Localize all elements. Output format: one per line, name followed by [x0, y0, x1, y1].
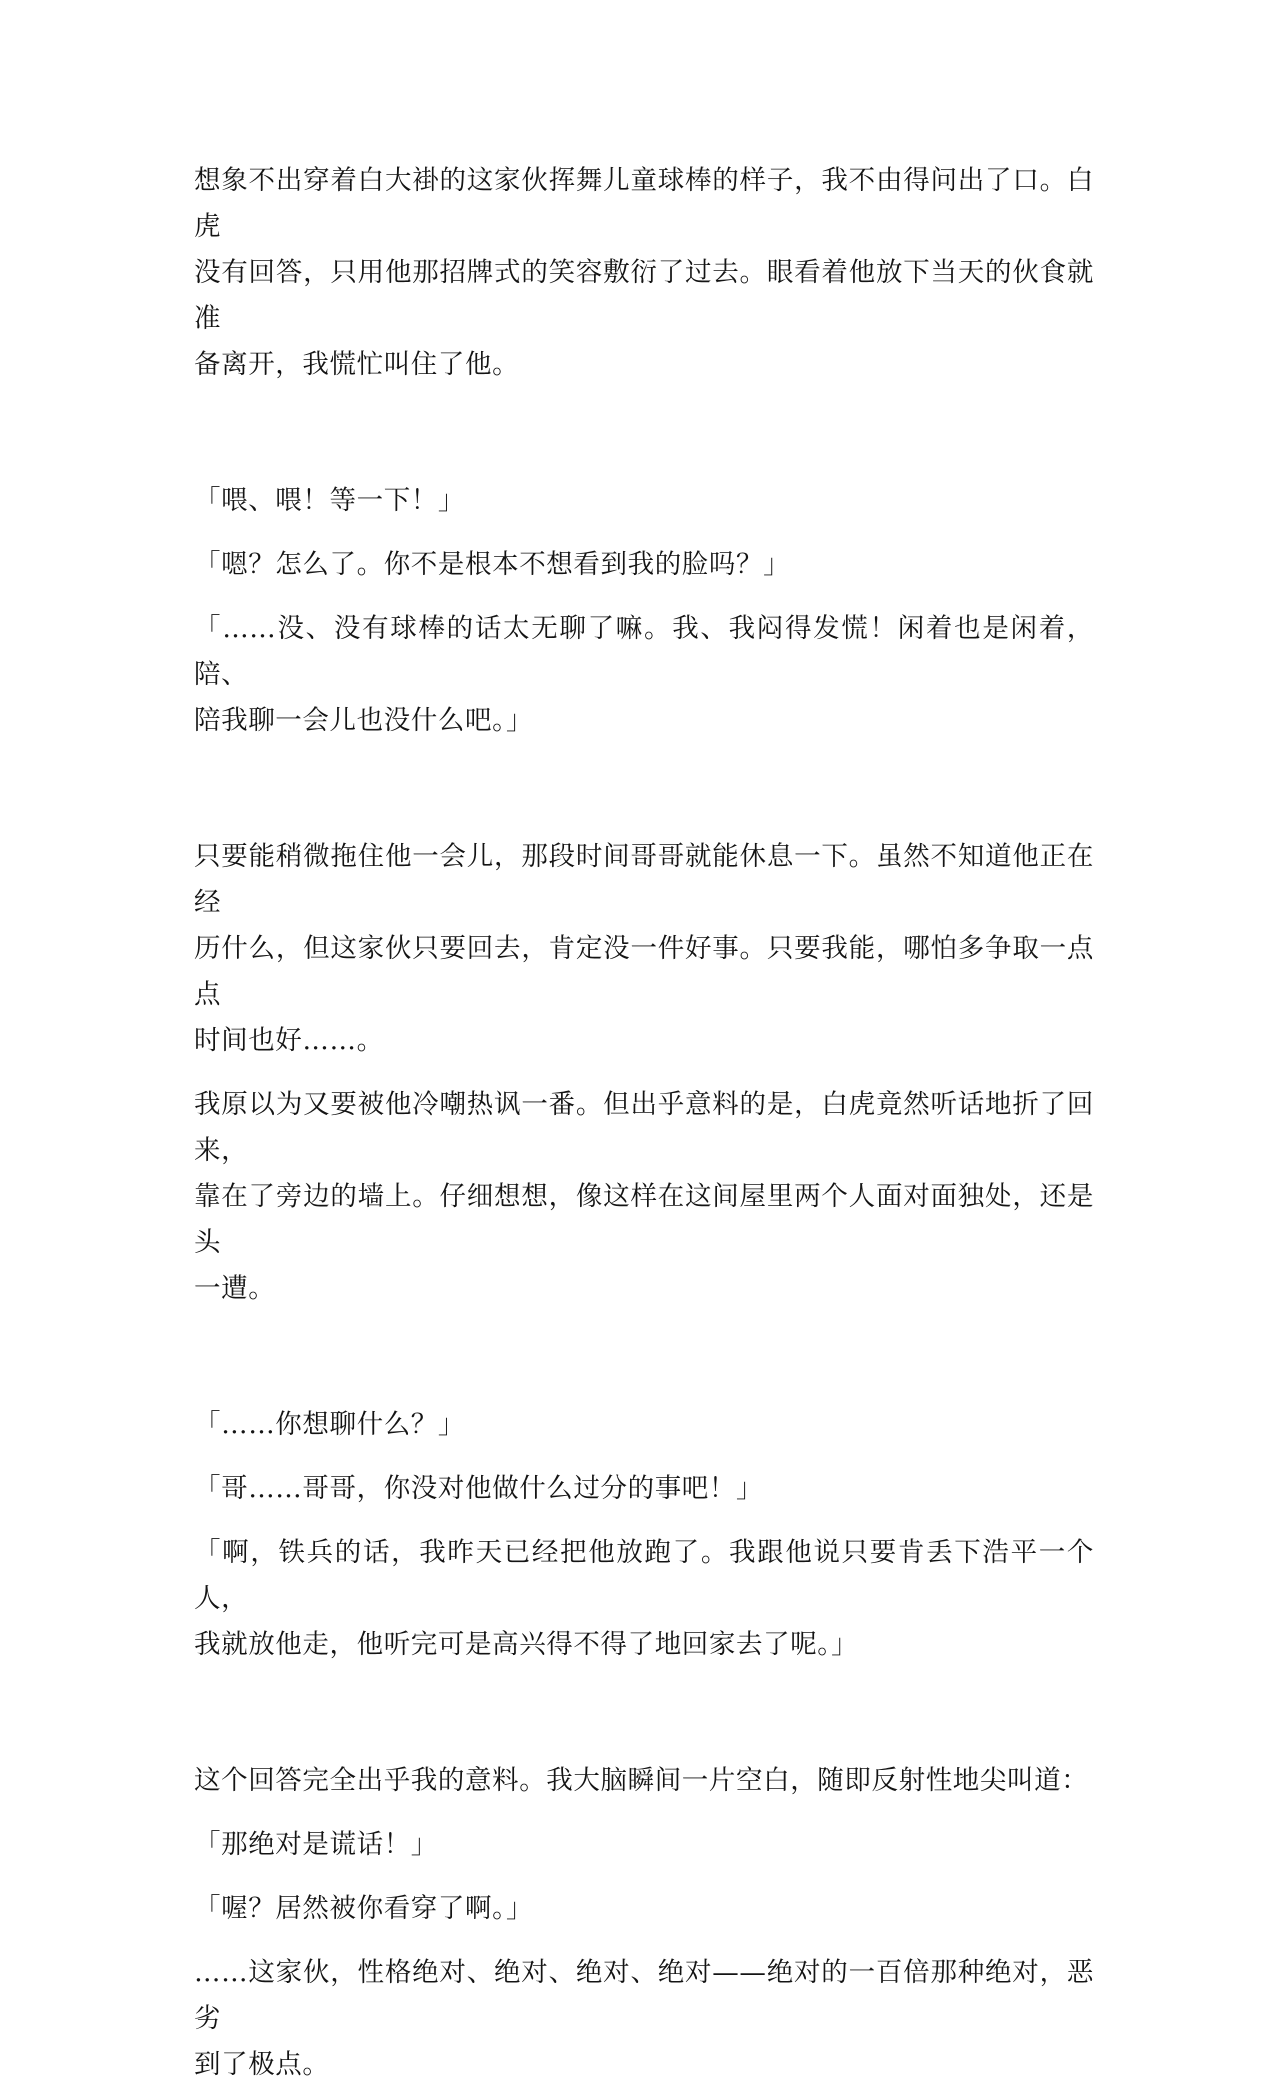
- paragraph-1: 想象不出穿着白大褂的这家伙挥舞儿童球棒的样子，我不由得问出了口。白虎 没有回答，只用他那招牌式的笑容敷衍了过去。眼看着他放下当天的伙食就准 备离开，我慌忙叫住了他。: [194, 165, 1094, 380]
- paragraph-5: ……这家伙，性格绝对、绝对、绝对、绝对——绝对的一百倍那种绝对，恶劣 到了极点。: [194, 1957, 1094, 2080]
- dialogue-line-3: 「……没、没有球棒的话太无聊了嘛。我、我闷得发慌！闲着也是闲着，陪、 陪我聊一会儿也没什么吧。」: [194, 613, 1094, 736]
- dialogue-line-6: 「啊，铁兵的话，我昨天已经把他放跑了。我跟他说只要肯丢下浩平一个人， 我就放他走，他听完可是高兴得不得了地回家去了呢。」: [194, 1537, 1094, 1660]
- dialogue-line-2: 「嗯？怎么了。你不是根本不想看到我的脸吗？」: [194, 549, 791, 580]
- dialogue-line-8: 「喔？居然被你看穿了啊。」: [194, 1893, 534, 1924]
- dialogue-line-5: 「哥……哥哥，你没对他做什么过分的事吧！」: [194, 1473, 764, 1504]
- paragraph-2: 只要能稍微拖住他一会儿，那段时间哥哥就能休息一下。虽然不知道他正在经 历什么，但这家伙只要回去，肯定没一件好事。只要我能，哪怕多争取一点点 时间也好……。: [194, 841, 1094, 1056]
- paragraph-4: 这个回答完全出乎我的意料。我大脑瞬间一片空白，随即反射性地尖叫道：: [194, 1765, 1089, 1796]
- dialogue-line-4: 「……你想聊什么？」: [194, 1409, 465, 1440]
- dialogue-line-1: 「喂、喂！等一下！」: [194, 485, 465, 516]
- dialogue-line-7: 「那绝对是谎话！」: [194, 1829, 438, 1860]
- document-body: [194, 158, 1094, 2088]
- paragraph-3: 我原以为又要被他冷嘲热讽一番。但出乎意料的是，白虎竟然听话地折了回来， 靠在了旁边的墙上。仔细想想，像这样在这间屋里两个人面对面独处，还是头 一遭。: [194, 1089, 1094, 1304]
